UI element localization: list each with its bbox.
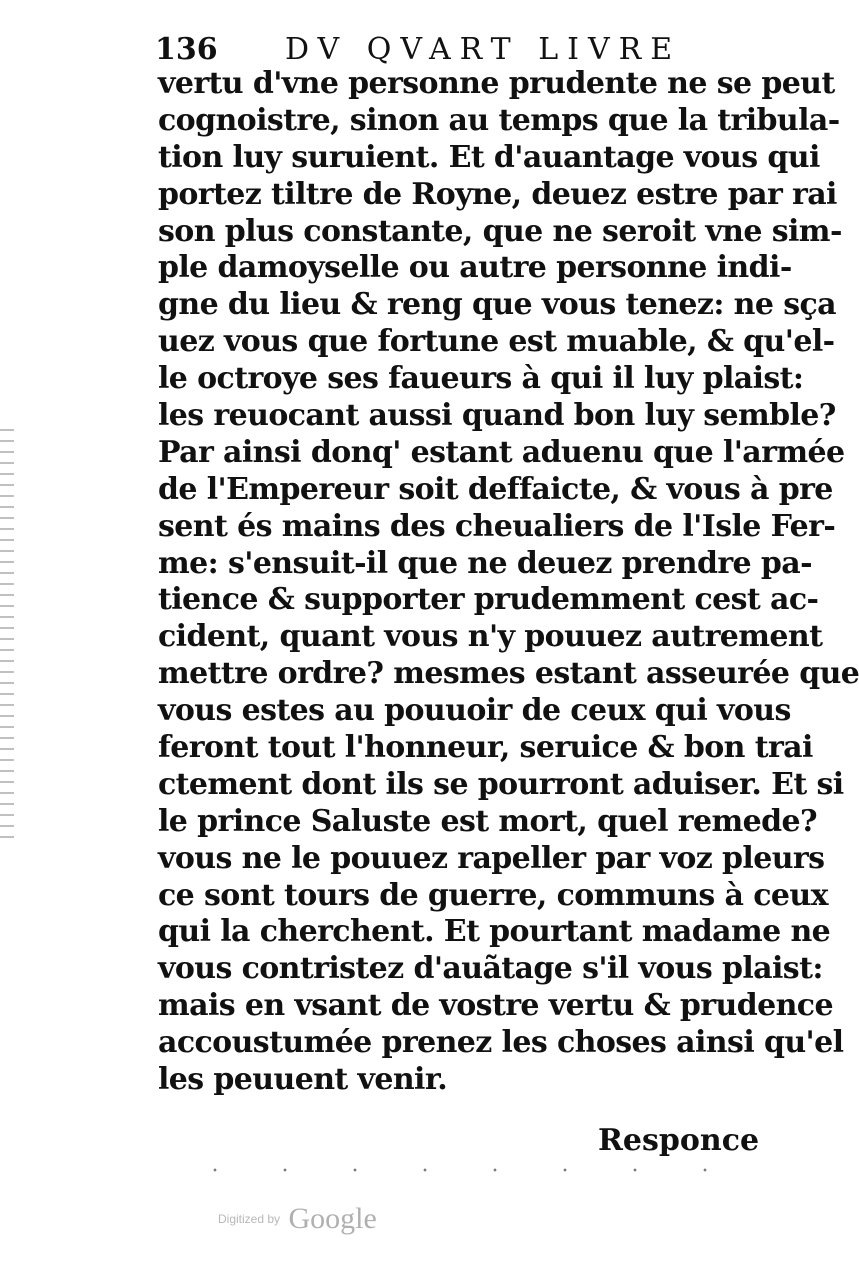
body-text xyxy=(158,66,859,1099)
text-line: uez vous que fortune est muable, & qu'el- xyxy=(158,324,835,360)
digitized-by-label: Digitized by xyxy=(218,1212,281,1226)
text-line: vous ne le pouuez rapeller par voz pleurs xyxy=(158,840,825,876)
text-line: vous contristez d'auãtage s'il vous plaist: xyxy=(158,951,823,987)
text-line: vous estes au pouuoir de ceux qui vous xyxy=(158,693,791,729)
text-line: vertu d'vne personne prudente ne se peut xyxy=(158,66,835,101)
text-line: qui la cherchent. Et pourtant madame ne xyxy=(158,914,831,950)
catchword: Responce xyxy=(598,1123,760,1158)
text-line: ce sont tours de guerre, communs à ceux xyxy=(158,877,828,913)
text-line: de l'Empereur soit deffaicte, & vous à pre xyxy=(158,471,833,507)
text-line: le octroye ses faueurs à qui il luy plaist: xyxy=(158,361,804,397)
text-line: sent és mains des cheualiers de l'Isle Fer- xyxy=(158,508,836,544)
binding-edge-marks xyxy=(0,420,14,840)
text-line: mais en vsant de vostre vertu & prudence xyxy=(158,988,833,1024)
text-line: les peuuent venir. xyxy=(158,1062,448,1098)
page-header xyxy=(155,30,755,70)
text-line: me: s'ensuit-il que ne deuez prendre pa- xyxy=(158,545,812,581)
text-line: tion luy suruient. Et d'auantage vous qui xyxy=(158,139,820,175)
text-line: portez tiltre de Royne, deuez estre par rai xyxy=(158,176,837,212)
text-line: tience & supporter prudemment cest ac- xyxy=(158,582,819,618)
text-line: mettre ordre? mesmes estant asseurée que xyxy=(158,656,859,692)
text-line: cident, quant vous n'y pouuez autrement xyxy=(158,619,823,655)
text-line: son plus constante, que ne seroit vne sim- xyxy=(158,213,842,249)
text-line: feront tout l'honneur, seruice & bon trai xyxy=(158,730,813,766)
text-line: les reuocant aussi quand bon luy semble? xyxy=(158,398,836,434)
print-specks xyxy=(180,1160,740,1180)
text-line: gne du lieu & reng que vous tenez: ne sça xyxy=(158,287,836,323)
text-line: ple damoyselle ou autre personne indi- xyxy=(158,250,792,286)
google-watermark: Google xyxy=(288,1202,377,1235)
digitization-watermark xyxy=(218,1202,377,1242)
text-line: le prince Saluste est mort, quel remede? xyxy=(158,803,817,839)
text-line: cognoistre, sinon au temps que la tribula- xyxy=(158,102,840,138)
text-line: Par ainsi donq' estant aduenu que l'armée xyxy=(158,434,845,470)
running-title: DV QVART LIVRE xyxy=(285,32,682,67)
text-line: accoustumée prenez les choses ainsi qu'el xyxy=(158,1025,844,1061)
page-number: 136 xyxy=(155,32,218,67)
text-line: ctement dont ils se pourront aduiser. Et si xyxy=(158,766,844,802)
